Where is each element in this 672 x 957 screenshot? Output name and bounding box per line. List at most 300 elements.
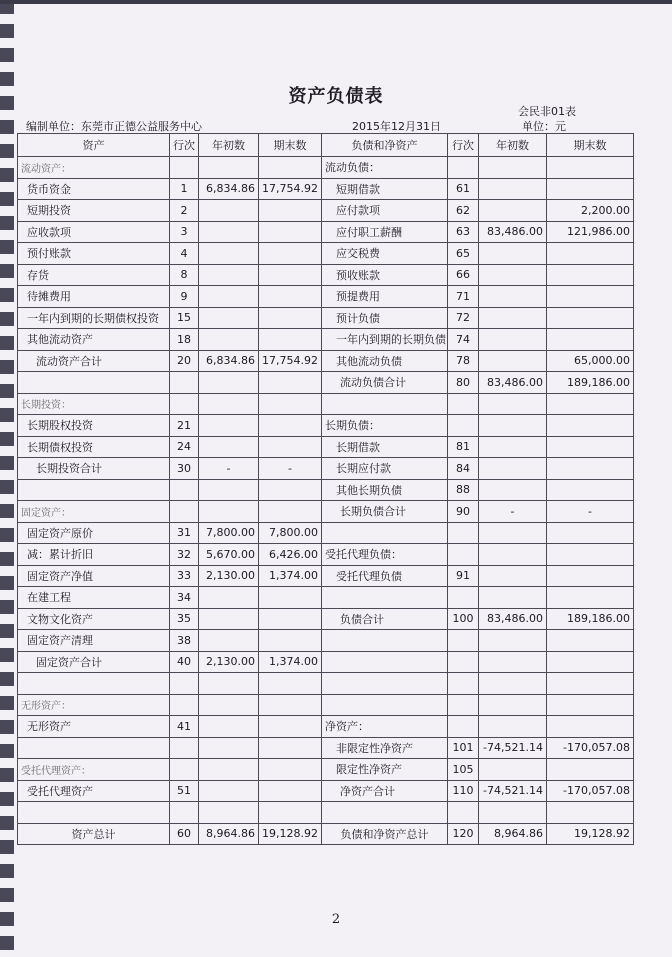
table-row bbox=[18, 329, 634, 351]
liab-begin-cell bbox=[479, 565, 547, 587]
asset-end-cell bbox=[259, 329, 322, 351]
table-row bbox=[18, 479, 634, 501]
page-number: 2 bbox=[331, 912, 341, 927]
asset-begin-cell bbox=[199, 157, 259, 179]
scan-top-edge bbox=[0, 0, 672, 4]
table-row bbox=[18, 264, 634, 286]
liab-line-cell: 63 bbox=[448, 221, 479, 243]
asset-line-cell: 21 bbox=[170, 415, 199, 437]
asset-name-cell: 固定资产净值 bbox=[18, 565, 170, 587]
liab-end-cell bbox=[547, 630, 634, 652]
liab-name-cell: 净资产合计 bbox=[322, 780, 448, 802]
liab-name-cell: 受托代理负债 bbox=[322, 565, 448, 587]
liab-line-cell: 78 bbox=[448, 350, 479, 372]
asset-begin-cell bbox=[199, 608, 259, 630]
asset-line-cell: 3 bbox=[170, 221, 199, 243]
asset-line-cell: 1 bbox=[170, 178, 199, 200]
liab-end-cell bbox=[547, 522, 634, 544]
liab-name-cell: 负债合计 bbox=[322, 608, 448, 630]
liab-name-cell: 应交税费 bbox=[322, 243, 448, 265]
asset-line-cell: 20 bbox=[170, 350, 199, 372]
asset-end-cell: - bbox=[259, 458, 322, 480]
liab-end-cell: 2,200.00 bbox=[547, 200, 634, 222]
asset-end-cell: 17,754.92 bbox=[259, 178, 322, 200]
liab-name-cell bbox=[322, 587, 448, 609]
asset-begin-cell bbox=[199, 673, 259, 695]
balance-sheet-table bbox=[17, 133, 634, 845]
liab-end-cell bbox=[547, 286, 634, 308]
asset-begin-cell bbox=[199, 630, 259, 652]
asset-begin-cell bbox=[199, 372, 259, 394]
liab-name-cell: 流动负债合计 bbox=[322, 372, 448, 394]
liab-end-cell bbox=[547, 458, 634, 480]
asset-begin-cell: 2,130.00 bbox=[199, 565, 259, 587]
asset-begin-cell bbox=[199, 737, 259, 759]
liab-end-cell bbox=[547, 673, 634, 695]
table-row bbox=[18, 157, 634, 179]
liab-name-cell: 其他流动负债 bbox=[322, 350, 448, 372]
table-row bbox=[18, 608, 634, 630]
asset-begin-cell: 6,834.86 bbox=[199, 178, 259, 200]
asset-line-cell: 34 bbox=[170, 587, 199, 609]
asset-name-cell: 固定资产： bbox=[18, 501, 170, 523]
asset-name-cell: 在建工程 bbox=[18, 587, 170, 609]
liab-begin-cell: -74,521.14 bbox=[479, 780, 547, 802]
asset-end-cell bbox=[259, 501, 322, 523]
table-body bbox=[18, 157, 634, 845]
liab-begin-cell bbox=[479, 673, 547, 695]
asset-begin-cell bbox=[199, 329, 259, 351]
asset-begin-cell: 6,834.86 bbox=[199, 350, 259, 372]
liab-name-cell: 流动负债： bbox=[322, 157, 448, 179]
asset-name-cell: 流动资产： bbox=[18, 157, 170, 179]
liab-name-cell: 长期借款 bbox=[322, 436, 448, 458]
asset-end-cell bbox=[259, 286, 322, 308]
asset-begin-cell bbox=[199, 716, 259, 738]
asset-name-cell: 应收款项 bbox=[18, 221, 170, 243]
asset-name-cell: 存货 bbox=[18, 264, 170, 286]
liab-line-cell: 90 bbox=[448, 501, 479, 523]
asset-line-cell bbox=[170, 479, 199, 501]
liab-begin-cell bbox=[479, 200, 547, 222]
asset-end-cell bbox=[259, 780, 322, 802]
liab-line-cell bbox=[448, 651, 479, 673]
liab-begin-cell: 83,486.00 bbox=[479, 608, 547, 630]
asset-begin-cell bbox=[199, 436, 259, 458]
liab-name-cell: 预收账款 bbox=[322, 264, 448, 286]
table-row bbox=[18, 200, 634, 222]
header-ending: 期末数 bbox=[259, 134, 322, 157]
asset-name-cell: 流动资产合计 bbox=[18, 350, 170, 372]
asset-end-cell bbox=[259, 716, 322, 738]
liab-end-cell bbox=[547, 759, 634, 781]
asset-name-cell: 长期债权投资 bbox=[18, 436, 170, 458]
liab-line-cell: 62 bbox=[448, 200, 479, 222]
liab-begin-cell bbox=[479, 587, 547, 609]
asset-end-cell: 1,374.00 bbox=[259, 651, 322, 673]
asset-begin-cell bbox=[199, 243, 259, 265]
liab-end-cell bbox=[547, 651, 634, 673]
liab-name-cell bbox=[322, 630, 448, 652]
asset-begin-cell: - bbox=[199, 458, 259, 480]
asset-line-cell bbox=[170, 802, 199, 824]
liab-begin-cell bbox=[479, 243, 547, 265]
asset-end-cell bbox=[259, 307, 322, 329]
asset-name-cell: 减：累计折旧 bbox=[18, 544, 170, 566]
asset-end-cell: 17,754.92 bbox=[259, 350, 322, 372]
liab-end-cell: -170,057.08 bbox=[547, 737, 634, 759]
header-beginning: 年初数 bbox=[199, 134, 259, 157]
asset-name-cell: 长期投资： bbox=[18, 393, 170, 415]
liab-line-cell bbox=[448, 630, 479, 652]
liab-end-cell bbox=[547, 587, 634, 609]
asset-end-cell bbox=[259, 759, 322, 781]
liab-begin-cell: 8,964.86 bbox=[479, 823, 547, 845]
liab-name-cell: 一年内到期的长期负债 bbox=[322, 329, 448, 351]
liab-end-cell bbox=[547, 802, 634, 824]
asset-name-cell: 货币资金 bbox=[18, 178, 170, 200]
liab-begin-cell: 83,486.00 bbox=[479, 221, 547, 243]
asset-begin-cell bbox=[199, 501, 259, 523]
liab-end-cell bbox=[547, 178, 634, 200]
table-row bbox=[18, 415, 634, 437]
liab-begin-cell bbox=[479, 329, 547, 351]
asset-begin-cell bbox=[199, 221, 259, 243]
liab-line-cell: 91 bbox=[448, 565, 479, 587]
table-row bbox=[18, 823, 634, 845]
liab-line-cell: 100 bbox=[448, 608, 479, 630]
table-row bbox=[18, 651, 634, 673]
liab-begin-cell bbox=[479, 651, 547, 673]
asset-begin-cell: 7,800.00 bbox=[199, 522, 259, 544]
liab-name-cell: 应付款项 bbox=[322, 200, 448, 222]
asset-end-cell bbox=[259, 479, 322, 501]
table-row bbox=[18, 178, 634, 200]
liab-line-cell: 80 bbox=[448, 372, 479, 394]
liab-name-cell: 预提费用 bbox=[322, 286, 448, 308]
liab-end-cell: - bbox=[547, 501, 634, 523]
liab-begin-cell: - bbox=[479, 501, 547, 523]
asset-name-cell bbox=[18, 479, 170, 501]
asset-name-cell: 受托代理资产 bbox=[18, 780, 170, 802]
asset-name-cell: 固定资产合计 bbox=[18, 651, 170, 673]
asset-name-cell: 短期投资 bbox=[18, 200, 170, 222]
table-row bbox=[18, 501, 634, 523]
table-row bbox=[18, 780, 634, 802]
liab-name-cell: 长期负债合计 bbox=[322, 501, 448, 523]
liab-name-cell bbox=[322, 393, 448, 415]
asset-end-cell bbox=[259, 200, 322, 222]
liab-end-cell bbox=[547, 694, 634, 716]
liab-begin-cell bbox=[479, 436, 547, 458]
liab-name-cell bbox=[322, 673, 448, 695]
asset-name-cell: 预付账款 bbox=[18, 243, 170, 265]
header-line-no-2: 行次 bbox=[448, 134, 479, 157]
asset-line-cell: 18 bbox=[170, 329, 199, 351]
asset-begin-cell bbox=[199, 587, 259, 609]
liab-line-cell bbox=[448, 522, 479, 544]
asset-end-cell bbox=[259, 264, 322, 286]
liab-end-cell bbox=[547, 264, 634, 286]
table-row bbox=[18, 737, 634, 759]
asset-name-cell: 文物文化资产 bbox=[18, 608, 170, 630]
liab-line-cell: 72 bbox=[448, 307, 479, 329]
liab-end-cell bbox=[547, 544, 634, 566]
asset-line-cell: 24 bbox=[170, 436, 199, 458]
asset-name-cell: 受托代理资产： bbox=[18, 759, 170, 781]
liab-begin-cell bbox=[479, 759, 547, 781]
asset-end-cell bbox=[259, 157, 322, 179]
liab-line-cell bbox=[448, 415, 479, 437]
asset-name-cell: 资产总计 bbox=[18, 823, 170, 845]
liab-line-cell: 88 bbox=[448, 479, 479, 501]
asset-begin-cell bbox=[199, 802, 259, 824]
asset-begin-cell bbox=[199, 415, 259, 437]
liab-begin-cell bbox=[479, 716, 547, 738]
liab-line-cell bbox=[448, 393, 479, 415]
liab-begin-cell bbox=[479, 264, 547, 286]
asset-name-cell: 无形资产 bbox=[18, 716, 170, 738]
asset-begin-cell bbox=[199, 759, 259, 781]
asset-line-cell: 30 bbox=[170, 458, 199, 480]
liab-end-cell bbox=[547, 393, 634, 415]
asset-end-cell bbox=[259, 694, 322, 716]
asset-line-cell: 2 bbox=[170, 200, 199, 222]
asset-name-cell bbox=[18, 802, 170, 824]
asset-end-cell bbox=[259, 243, 322, 265]
liab-begin-cell bbox=[479, 802, 547, 824]
liab-line-cell: 84 bbox=[448, 458, 479, 480]
asset-line-cell: 32 bbox=[170, 544, 199, 566]
liab-end-cell bbox=[547, 157, 634, 179]
form-number: 会民非01表 bbox=[518, 105, 576, 118]
asset-begin-cell bbox=[199, 393, 259, 415]
asset-end-cell: 1,374.00 bbox=[259, 565, 322, 587]
asset-end-cell bbox=[259, 372, 322, 394]
asset-line-cell: 33 bbox=[170, 565, 199, 587]
table-row bbox=[18, 243, 634, 265]
liab-begin-cell bbox=[479, 479, 547, 501]
liab-name-cell bbox=[322, 694, 448, 716]
asset-end-cell bbox=[259, 608, 322, 630]
asset-line-cell: 35 bbox=[170, 608, 199, 630]
asset-line-cell bbox=[170, 372, 199, 394]
header-assets: 资产 bbox=[18, 134, 170, 157]
asset-end-cell: 6,426.00 bbox=[259, 544, 322, 566]
asset-end-cell bbox=[259, 393, 322, 415]
asset-end-cell bbox=[259, 587, 322, 609]
asset-line-cell: 40 bbox=[170, 651, 199, 673]
liab-name-cell: 应付职工薪酬 bbox=[322, 221, 448, 243]
table-row bbox=[18, 630, 634, 652]
table-row bbox=[18, 802, 634, 824]
asset-end-cell bbox=[259, 673, 322, 695]
liab-name-cell: 净资产： bbox=[322, 716, 448, 738]
table-row bbox=[18, 565, 634, 587]
asset-line-cell: 31 bbox=[170, 522, 199, 544]
asset-line-cell: 51 bbox=[170, 780, 199, 802]
table-row bbox=[18, 522, 634, 544]
liab-line-cell bbox=[448, 157, 479, 179]
asset-line-cell bbox=[170, 673, 199, 695]
liab-begin-cell: 83,486.00 bbox=[479, 372, 547, 394]
liab-begin-cell bbox=[479, 694, 547, 716]
liab-line-cell bbox=[448, 544, 479, 566]
asset-name-cell: 待摊费用 bbox=[18, 286, 170, 308]
liab-line-cell bbox=[448, 694, 479, 716]
asset-name-cell: 其他流动资产 bbox=[18, 329, 170, 351]
asset-name-cell bbox=[18, 673, 170, 695]
header-line-no: 行次 bbox=[170, 134, 199, 157]
asset-end-cell: 7,800.00 bbox=[259, 522, 322, 544]
asset-begin-cell bbox=[199, 286, 259, 308]
liab-end-cell bbox=[547, 716, 634, 738]
asset-line-cell: 41 bbox=[170, 716, 199, 738]
liab-end-cell: 189,186.00 bbox=[547, 372, 634, 394]
table-row bbox=[18, 673, 634, 695]
header-beginning-2: 年初数 bbox=[479, 134, 547, 157]
liab-name-cell bbox=[322, 802, 448, 824]
asset-line-cell: 9 bbox=[170, 286, 199, 308]
liab-end-cell bbox=[547, 329, 634, 351]
asset-line-cell: 4 bbox=[170, 243, 199, 265]
liab-begin-cell bbox=[479, 522, 547, 544]
liab-begin-cell bbox=[479, 458, 547, 480]
liab-end-cell bbox=[547, 243, 634, 265]
liab-begin-cell bbox=[479, 286, 547, 308]
asset-end-cell bbox=[259, 436, 322, 458]
asset-end-cell bbox=[259, 415, 322, 437]
liab-line-cell: 61 bbox=[448, 178, 479, 200]
liab-end-cell bbox=[547, 436, 634, 458]
asset-line-cell bbox=[170, 759, 199, 781]
asset-name-cell bbox=[18, 737, 170, 759]
asset-begin-cell: 5,670.00 bbox=[199, 544, 259, 566]
asset-begin-cell: 2,130.00 bbox=[199, 651, 259, 673]
asset-line-cell: 15 bbox=[170, 307, 199, 329]
liab-begin-cell bbox=[479, 307, 547, 329]
liab-name-cell bbox=[322, 522, 448, 544]
asset-end-cell bbox=[259, 630, 322, 652]
liab-name-cell: 长期负债： bbox=[322, 415, 448, 437]
liab-name-cell: 受托代理负债： bbox=[322, 544, 448, 566]
liab-name-cell: 负债和净资产总计 bbox=[322, 823, 448, 845]
asset-line-cell: 60 bbox=[170, 823, 199, 845]
liab-name-cell: 限定性净资产 bbox=[322, 759, 448, 781]
asset-end-cell bbox=[259, 737, 322, 759]
table-row bbox=[18, 716, 634, 738]
liab-line-cell: 74 bbox=[448, 329, 479, 351]
liab-end-cell bbox=[547, 415, 634, 437]
liab-line-cell: 66 bbox=[448, 264, 479, 286]
asset-line-cell: 38 bbox=[170, 630, 199, 652]
liab-end-cell: 19,128.92 bbox=[547, 823, 634, 845]
asset-begin-cell bbox=[199, 264, 259, 286]
liab-name-cell: 短期借款 bbox=[322, 178, 448, 200]
table-row bbox=[18, 587, 634, 609]
liab-line-cell: 81 bbox=[448, 436, 479, 458]
liab-name-cell: 非限定性净资产 bbox=[322, 737, 448, 759]
table-row bbox=[18, 436, 634, 458]
liab-end-cell: -170,057.08 bbox=[547, 780, 634, 802]
liab-begin-cell bbox=[479, 178, 547, 200]
asset-begin-cell bbox=[199, 200, 259, 222]
table-row bbox=[18, 458, 634, 480]
organization: 编制单位：东莞市正德公益服务中心 bbox=[26, 120, 202, 133]
asset-line-cell: 8 bbox=[170, 264, 199, 286]
liab-begin-cell bbox=[479, 415, 547, 437]
asset-line-cell bbox=[170, 393, 199, 415]
liab-line-cell bbox=[448, 673, 479, 695]
table-row bbox=[18, 307, 634, 329]
liab-begin-cell bbox=[479, 544, 547, 566]
table-row bbox=[18, 694, 634, 716]
asset-begin-cell bbox=[199, 780, 259, 802]
binding-holes bbox=[0, 0, 14, 957]
asset-name-cell: 一年内到期的长期债权投资 bbox=[18, 307, 170, 329]
asset-line-cell bbox=[170, 694, 199, 716]
asset-name-cell: 无形资产： bbox=[18, 694, 170, 716]
liab-name-cell bbox=[322, 651, 448, 673]
liab-name-cell: 长期应付款 bbox=[322, 458, 448, 480]
liab-end-cell: 189,186.00 bbox=[547, 608, 634, 630]
report-date: 2015年12月31日 bbox=[352, 120, 441, 133]
asset-end-cell bbox=[259, 802, 322, 824]
liab-line-cell bbox=[448, 716, 479, 738]
asset-name-cell: 固定资产清理 bbox=[18, 630, 170, 652]
table-header-row bbox=[18, 134, 634, 157]
liab-line-cell: 71 bbox=[448, 286, 479, 308]
liab-begin-cell bbox=[479, 630, 547, 652]
table-row bbox=[18, 286, 634, 308]
asset-line-cell bbox=[170, 501, 199, 523]
table-row bbox=[18, 372, 634, 394]
liab-end-cell: 121,986.00 bbox=[547, 221, 634, 243]
liab-line-cell bbox=[448, 587, 479, 609]
liab-begin-cell bbox=[479, 157, 547, 179]
liab-end-cell bbox=[547, 307, 634, 329]
asset-name-cell: 长期投资合计 bbox=[18, 458, 170, 480]
liab-begin-cell bbox=[479, 350, 547, 372]
liab-end-cell bbox=[547, 479, 634, 501]
asset-begin-cell bbox=[199, 307, 259, 329]
liab-line-cell bbox=[448, 802, 479, 824]
liab-begin-cell bbox=[479, 393, 547, 415]
liab-name-cell: 预计负债 bbox=[322, 307, 448, 329]
asset-name-cell bbox=[18, 372, 170, 394]
asset-end-cell: 19,128.92 bbox=[259, 823, 322, 845]
table-row bbox=[18, 544, 634, 566]
liab-line-cell: 105 bbox=[448, 759, 479, 781]
liab-line-cell: 110 bbox=[448, 780, 479, 802]
asset-begin-cell bbox=[199, 694, 259, 716]
liab-line-cell: 65 bbox=[448, 243, 479, 265]
asset-end-cell bbox=[259, 221, 322, 243]
liab-begin-cell: -74,521.14 bbox=[479, 737, 547, 759]
table-row bbox=[18, 221, 634, 243]
liab-name-cell: 其他长期负债 bbox=[322, 479, 448, 501]
asset-line-cell bbox=[170, 157, 199, 179]
table-row bbox=[18, 350, 634, 372]
asset-line-cell bbox=[170, 737, 199, 759]
asset-name-cell: 固定资产原价 bbox=[18, 522, 170, 544]
table-row bbox=[18, 393, 634, 415]
liab-end-cell bbox=[547, 565, 634, 587]
liab-line-cell: 120 bbox=[448, 823, 479, 845]
asset-begin-cell: 8,964.86 bbox=[199, 823, 259, 845]
asset-name-cell: 长期股权投资 bbox=[18, 415, 170, 437]
asset-begin-cell bbox=[199, 479, 259, 501]
